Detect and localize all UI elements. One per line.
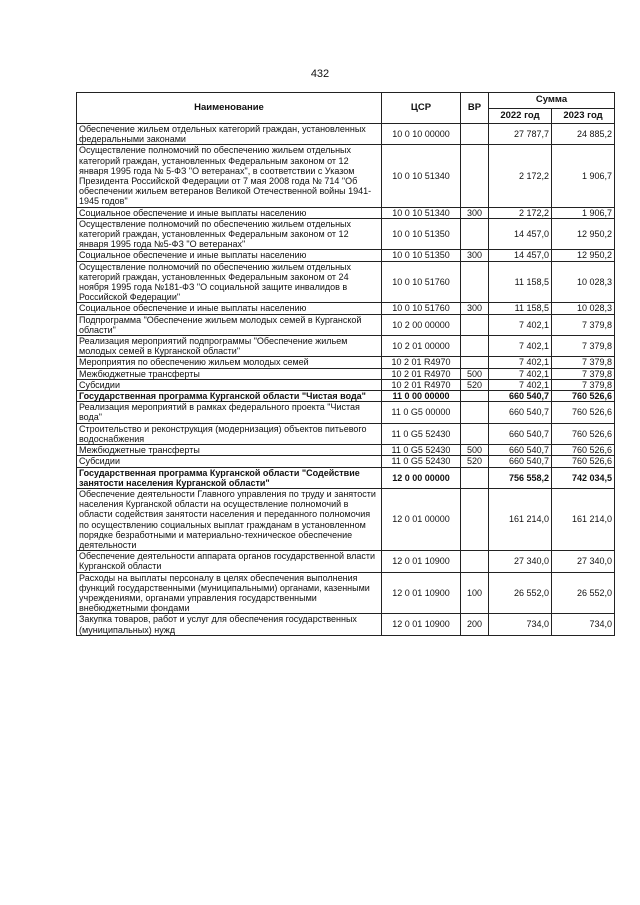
row-vr-cell: 100 — [461, 572, 489, 614]
row-vr-cell — [461, 467, 489, 488]
row-csr-cell: 11 0 G5 00000 — [382, 402, 461, 423]
row-vr-cell: 300 — [461, 250, 489, 261]
row-name-cell: Обеспечение деятельности Главного управления по труду и занятости населения Курганской области на осуществление полномочий в области содействия занятости населения и переданного полномочия по осуществлению социальных выплат гражданам в установленном порядке безработными и материально-техническое обеспечение деятельности — [77, 488, 382, 550]
row-csr-cell: 10 0 10 51760 — [382, 303, 461, 314]
row-csr-cell: 10 0 10 51350 — [382, 218, 461, 250]
row-vr-cell — [461, 261, 489, 303]
row-amount-2022: 660 540,7 — [489, 456, 552, 467]
row-amount-2022: 27 340,0 — [489, 551, 552, 572]
row-amount-2022: 7 402,1 — [489, 357, 552, 368]
table-row — [77, 207, 615, 218]
row-vr-cell: 300 — [461, 207, 489, 218]
row-amount-2022: 14 457,0 — [489, 250, 552, 261]
row-amount-2023: 760 526,6 — [552, 391, 615, 402]
row-name-cell: Социальное обеспечение и иные выплаты населению — [77, 207, 382, 218]
header-vr: ВР — [461, 93, 489, 124]
row-csr-cell: 10 2 00 00000 — [382, 314, 461, 335]
row-amount-2023: 760 526,6 — [552, 423, 615, 444]
row-vr-cell — [461, 124, 489, 145]
row-amount-2023: 7 379,8 — [552, 379, 615, 390]
row-csr-cell: 10 0 10 51760 — [382, 261, 461, 303]
row-name-cell: Мероприятия по обеспечению жильем молодых семей — [77, 357, 382, 368]
row-name-cell: Осуществление полномочий по обеспечению жильем отдельных категорий граждан, установленных Федеральным законом от 12 января 1995 года №5-ФЗ "О ветеранах" — [77, 218, 382, 250]
row-csr-cell: 12 0 01 10900 — [382, 572, 461, 614]
row-csr-cell: 10 0 10 51350 — [382, 250, 461, 261]
row-name-cell: Социальное обеспечение и иные выплаты населению — [77, 250, 382, 261]
table-row — [77, 402, 615, 423]
row-name-cell: Закупка товаров, работ и услуг для обеспечения государственных (муниципальных) нужд — [77, 614, 382, 635]
table-row — [77, 145, 615, 207]
row-amount-2023: 1 906,7 — [552, 207, 615, 218]
row-amount-2023: 27 340,0 — [552, 551, 615, 572]
row-amount-2022: 660 540,7 — [489, 402, 552, 423]
row-amount-2023: 26 552,0 — [552, 572, 615, 614]
row-name-cell: Субсидии — [77, 379, 382, 390]
row-name-cell: Субсидии — [77, 456, 382, 467]
row-amount-2022: 2 172,2 — [489, 145, 552, 207]
row-csr-cell: 10 2 01 R4970 — [382, 357, 461, 368]
table-header — [77, 93, 615, 124]
row-csr-cell: 12 0 01 10900 — [382, 551, 461, 572]
row-name-cell: Обеспечение жильем отдельных категорий граждан, установленных федеральными законами — [77, 124, 382, 145]
table-row — [77, 303, 615, 314]
budget-table — [76, 92, 615, 636]
row-vr-cell — [461, 336, 489, 357]
row-csr-cell: 11 0 G5 52430 — [382, 445, 461, 456]
table-row — [77, 445, 615, 456]
row-amount-2022: 14 457,0 — [489, 218, 552, 250]
row-amount-2023: 734,0 — [552, 614, 615, 635]
row-vr-cell: 300 — [461, 303, 489, 314]
row-amount-2022: 7 402,1 — [489, 336, 552, 357]
row-amount-2023: 760 526,6 — [552, 445, 615, 456]
table-row — [77, 488, 615, 550]
table-row — [77, 456, 615, 467]
row-vr-cell — [461, 314, 489, 335]
row-csr-cell: 10 0 10 51340 — [382, 145, 461, 207]
row-csr-cell: 10 2 01 R4970 — [382, 368, 461, 379]
row-vr-cell: 520 — [461, 379, 489, 390]
row-amount-2022: 2 172,2 — [489, 207, 552, 218]
table-row — [77, 551, 615, 572]
row-csr-cell: 10 2 01 00000 — [382, 336, 461, 357]
table-row — [77, 368, 615, 379]
row-csr-cell: 11 0 G5 52430 — [382, 456, 461, 467]
header-name: Наименование — [77, 93, 382, 124]
table-row — [77, 357, 615, 368]
table-row — [77, 218, 615, 250]
row-name-cell: Государственная программа Курганской области "Содействие занятости населения Курганской области" — [77, 467, 382, 488]
table-row — [77, 614, 615, 635]
table-row — [77, 467, 615, 488]
row-name-cell: Осуществление полномочий по обеспечению жильем отдельных категорий граждан, установленных Федеральным законом от 12 января 1995 года № 5-ФЗ "О ветеранах", в соответствии с Указом Президента Российской Федерации от 7 мая 2008 года № 714 "Об обеспечении жильем ветеранов Великой Отечественной войны 1941-1945 годов" — [77, 145, 382, 207]
row-name-cell: Осуществление полномочий по обеспечению жильем отдельных категорий граждан, установленных Федеральным законом от 24 ноября 1995 года №181-ФЗ "О социальной защите инвалидов в Российской Федерации" — [77, 261, 382, 303]
row-amount-2023: 1 906,7 — [552, 145, 615, 207]
row-name-cell: Реализация мероприятий подпрограммы "Обеспечение жильем молодых семей в Курганской области" — [77, 336, 382, 357]
row-name-cell: Реализация мероприятий в рамках федерального проекта "Чистая вода" — [77, 402, 382, 423]
row-vr-cell — [461, 488, 489, 550]
row-amount-2023: 10 028,3 — [552, 303, 615, 314]
header-year-2022: 2022 год — [489, 108, 552, 124]
row-amount-2022: 161 214,0 — [489, 488, 552, 550]
row-amount-2022: 7 402,1 — [489, 368, 552, 379]
row-amount-2022: 660 540,7 — [489, 423, 552, 444]
row-amount-2022: 11 158,5 — [489, 303, 552, 314]
row-amount-2022: 26 552,0 — [489, 572, 552, 614]
row-amount-2023: 7 379,8 — [552, 314, 615, 335]
row-vr-cell: 520 — [461, 456, 489, 467]
row-vr-cell — [461, 218, 489, 250]
row-vr-cell: 500 — [461, 445, 489, 456]
row-amount-2023: 24 885,2 — [552, 124, 615, 145]
row-vr-cell — [461, 423, 489, 444]
row-csr-cell: 12 0 01 00000 — [382, 488, 461, 550]
row-amount-2022: 756 558,2 — [489, 467, 552, 488]
table-row — [77, 336, 615, 357]
row-amount-2022: 660 540,7 — [489, 391, 552, 402]
row-amount-2023: 161 214,0 — [552, 488, 615, 550]
table-row — [77, 124, 615, 145]
row-amount-2023: 742 034,5 — [552, 467, 615, 488]
row-amount-2023: 760 526,6 — [552, 402, 615, 423]
row-csr-cell: 10 2 01 R4970 — [382, 379, 461, 390]
header-year-2023: 2023 год — [552, 108, 615, 124]
row-vr-cell — [461, 402, 489, 423]
row-amount-2022: 27 787,7 — [489, 124, 552, 145]
row-amount-2022: 7 402,1 — [489, 314, 552, 335]
row-csr-cell: 11 0 00 00000 — [382, 391, 461, 402]
table-row — [77, 314, 615, 335]
header-csr: ЦСР — [382, 93, 461, 124]
table-row — [77, 250, 615, 261]
row-vr-cell — [461, 357, 489, 368]
table-row — [77, 391, 615, 402]
table-row — [77, 423, 615, 444]
row-csr-cell: 10 0 10 51340 — [382, 207, 461, 218]
row-amount-2022: 7 402,1 — [489, 379, 552, 390]
row-name-cell: Расходы на выплаты персоналу в целях обеспечения выполнения функций государственными (муниципальными) органами, казенными учреждениями, органами управления государственными внебюджетными фондами — [77, 572, 382, 614]
row-amount-2022: 11 158,5 — [489, 261, 552, 303]
row-vr-cell: 500 — [461, 368, 489, 379]
row-amount-2023: 7 379,8 — [552, 368, 615, 379]
row-amount-2023: 760 526,6 — [552, 456, 615, 467]
row-amount-2023: 7 379,8 — [552, 336, 615, 357]
row-csr-cell: 12 0 00 00000 — [382, 467, 461, 488]
row-csr-cell: 11 0 G5 52430 — [382, 423, 461, 444]
row-amount-2023: 7 379,8 — [552, 357, 615, 368]
row-name-cell: Строительство и реконструкция (модернизация) объектов питьевого водоснабжения — [77, 423, 382, 444]
row-amount-2022: 734,0 — [489, 614, 552, 635]
page-number: 432 — [310, 68, 330, 80]
row-name-cell: Межбюджетные трансферты — [77, 368, 382, 379]
row-vr-cell: 200 — [461, 614, 489, 635]
row-name-cell: Социальное обеспечение и иные выплаты населению — [77, 303, 382, 314]
row-vr-cell — [461, 145, 489, 207]
row-amount-2023: 12 950,2 — [552, 250, 615, 261]
row-name-cell: Государственная программа Курганской области "Чистая вода" — [77, 391, 382, 402]
row-name-cell: Обеспечение деятельности аппарата органов государственной власти Курганской области — [77, 551, 382, 572]
row-vr-cell — [461, 551, 489, 572]
row-amount-2023: 12 950,2 — [552, 218, 615, 250]
row-csr-cell: 10 0 10 00000 — [382, 124, 461, 145]
row-amount-2022: 660 540,7 — [489, 445, 552, 456]
table-row — [77, 261, 615, 303]
table-row — [77, 379, 615, 390]
row-name-cell: Межбюджетные трансферты — [77, 445, 382, 456]
header-sum: Сумма — [489, 93, 615, 109]
row-csr-cell: 12 0 01 10900 — [382, 614, 461, 635]
row-vr-cell — [461, 391, 489, 402]
table-body — [77, 124, 615, 636]
row-amount-2023: 10 028,3 — [552, 261, 615, 303]
table-row — [77, 572, 615, 614]
row-name-cell: Подпрограмма "Обеспечение жильем молодых семей в Курганской области" — [77, 314, 382, 335]
